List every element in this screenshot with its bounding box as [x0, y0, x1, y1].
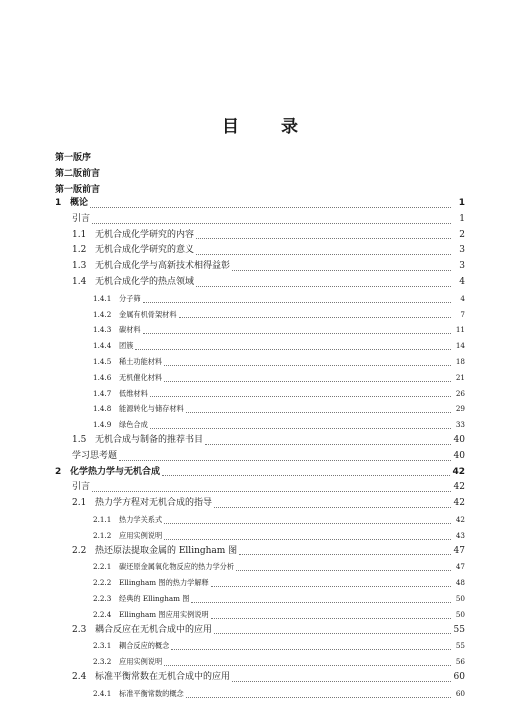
dot-leader: [90, 206, 451, 208]
toc-entry-page: 40: [453, 434, 465, 445]
toc-entry-page: 26: [455, 388, 465, 398]
preface-entry[interactable]: 第二版前言: [55, 169, 101, 179]
toc-entry-title: 耦合反应的概念: [119, 641, 170, 651]
toc-entry-number: 1.4.7: [93, 388, 112, 398]
toc-entry[interactable]: [55, 243, 465, 259]
toc-entry[interactable]: [55, 307, 465, 323]
toc-entry[interactable]: [55, 544, 465, 560]
toc-entry-title: 热力学关系式: [119, 514, 163, 524]
toc-entry-page: 60: [453, 671, 465, 682]
toc-entry-number: 2.1.2: [93, 530, 112, 540]
toc-entry-number: 2.3: [72, 624, 87, 635]
toc-entry[interactable]: [55, 623, 465, 639]
dot-leader: [196, 237, 451, 239]
toc-entry[interactable]: [55, 638, 465, 654]
preface-list: [55, 150, 100, 198]
toc-entry-page: 33: [455, 420, 465, 430]
toc-entry-number: 2.2.2: [93, 578, 112, 588]
toc-entry-title: 金属有机骨架材料: [119, 309, 177, 319]
toc-entry-page: 48: [455, 578, 465, 588]
toc-entry[interactable]: [55, 686, 465, 702]
dot-leader: [236, 569, 451, 571]
toc-entry[interactable]: [55, 607, 465, 623]
dot-leader: [232, 680, 451, 682]
toc-entry-number: 1: [55, 198, 62, 208]
toc-entry-title: 碳还原金属氧化物反应的热力学分析: [119, 562, 235, 572]
dot-leader: [205, 443, 451, 445]
toc-entry-title: 化学热力学与无机合成: [70, 466, 161, 477]
toc-entry-page: 50: [455, 593, 465, 603]
dot-leader: [171, 648, 451, 650]
dot-leader: [191, 601, 451, 603]
dot-leader: [211, 617, 451, 619]
toc-entry-page: 43: [455, 530, 465, 540]
dot-leader: [150, 427, 451, 429]
toc-entry-number: 2.2.4: [93, 609, 112, 619]
toc-entry-number: 2.4.1: [93, 688, 112, 698]
dot-leader: [164, 538, 451, 540]
toc-entry-number: 2.2.1: [93, 562, 112, 572]
toc-entry-title: Ellingham 图的热力学解释: [119, 578, 209, 588]
toc-entry[interactable]: [55, 559, 465, 575]
toc-entry-number: 1.4.3: [93, 325, 112, 335]
toc-entry-page: 11: [455, 325, 465, 335]
toc-entry-number: 1.3: [72, 261, 87, 272]
table-of-contents: [55, 196, 465, 702]
toc-entry-page: 21: [455, 372, 465, 382]
toc-entry-title: 无机合成化学研究的内容: [95, 229, 195, 240]
toc-entry-page: 47: [455, 562, 465, 572]
toc-entry-number: 2.3.1: [93, 641, 112, 651]
toc-entry-title: 无机合成化学研究的意义: [95, 245, 195, 256]
toc-entry-page: 42: [453, 482, 465, 493]
toc-entry-number: 1.4.8: [93, 404, 112, 414]
toc-entry-title: 引言: [72, 482, 91, 493]
dot-leader: [211, 585, 451, 587]
toc-entry[interactable]: [55, 575, 465, 591]
dot-leader: [92, 490, 451, 492]
toc-entry[interactable]: [55, 496, 465, 512]
dot-leader: [164, 664, 451, 666]
dot-leader: [186, 411, 451, 413]
toc-entry-page: 55: [455, 641, 465, 651]
dot-leader: [179, 316, 451, 318]
toc-entry-number: 1.4.2: [93, 309, 112, 319]
toc-entry-number: 1.4.6: [93, 372, 112, 382]
toc-entry-page: 42: [455, 514, 465, 524]
toc-entry[interactable]: [55, 417, 465, 433]
toc-entry-page: 60: [455, 688, 465, 698]
toc-entry-number: 1.1: [72, 229, 87, 240]
toc-entry-page: 56: [455, 657, 465, 667]
toc-entry-title: 经典的 Ellingham 图: [119, 593, 190, 603]
toc-entry-title: 概论: [70, 198, 89, 208]
toc-entry[interactable]: [55, 370, 465, 386]
toc-entry-title: 热力学方程对无机合成的指导: [95, 498, 213, 509]
toc-entry-page: 7: [460, 309, 465, 319]
dot-leader: [162, 474, 450, 476]
dot-leader: [239, 553, 451, 555]
toc-entry-page: 50: [455, 609, 465, 619]
toc-entry[interactable]: [55, 433, 465, 449]
toc-entry-title: 团簇: [119, 341, 134, 351]
toc-entry-page: 2: [459, 229, 465, 240]
toc-entry-title: 标准平衡常数的概念: [119, 688, 184, 698]
toc-entry[interactable]: [55, 322, 465, 338]
dot-leader: [150, 395, 451, 397]
toc-entry-page: 4: [459, 276, 465, 287]
toc-entry[interactable]: [55, 591, 465, 607]
dot-leader: [164, 380, 451, 382]
toc-entry-number: 1.4.9: [93, 420, 112, 430]
toc-entry-title: 引言: [72, 213, 91, 224]
toc-entry-page: 47: [453, 545, 465, 556]
toc-entry-number: 1.4.4: [93, 341, 112, 351]
toc-entry[interactable]: [55, 275, 465, 291]
toc-entry-page: 42: [453, 498, 465, 509]
toc-entry-number: 2.3.2: [93, 657, 112, 667]
dot-leader: [214, 632, 451, 634]
toc-entry[interactable]: [55, 401, 465, 417]
toc-entry-title: 学习思考题: [72, 450, 118, 461]
toc-entry[interactable]: [55, 512, 465, 528]
toc-entry-number: 2.1: [72, 498, 87, 509]
toc-entry-title: 热还原法提取金属的 Ellingham 图: [95, 545, 238, 556]
toc-entry-page: 29: [455, 404, 465, 414]
dot-leader: [135, 348, 451, 350]
toc-entry[interactable]: [55, 212, 465, 228]
toc-entry[interactable]: [55, 465, 465, 481]
dot-leader: [186, 696, 451, 698]
toc-entry-title: 耦合反应在无机合成中的应用: [95, 624, 213, 635]
toc-entry-title: 无机合成与制备的推荐书目: [95, 434, 204, 445]
toc-entry-title: 无机合成化学与高新技术相得益彰: [95, 261, 231, 272]
toc-entry-number: 2: [55, 466, 62, 477]
toc-entry-title: 绿色合成: [119, 420, 148, 430]
toc-entry[interactable]: [55, 480, 465, 496]
toc-entry-page: 4: [460, 293, 465, 303]
toc-entry[interactable]: [55, 196, 465, 212]
toc-entry-number: 2.2.3: [93, 593, 112, 603]
toc-entry-title: 稀土功能材料: [119, 356, 163, 366]
toc-entry-page: 40: [453, 450, 465, 461]
toc-entry[interactable]: [55, 670, 465, 686]
toc-entry-page: 55: [453, 624, 465, 635]
toc-entry-number: 2.1.1: [93, 514, 112, 524]
toc-entry-number: 2.4: [72, 671, 87, 682]
dot-leader: [143, 301, 451, 303]
toc-entry-title: 无机催化材料: [119, 372, 163, 382]
toc-entry-title: Ellingham 图应用实例说明: [119, 609, 209, 619]
toc-entry-title: 无机合成化学的热点领域: [95, 276, 195, 287]
toc-entry[interactable]: [55, 528, 465, 544]
toc-entry[interactable]: [55, 228, 465, 244]
dot-leader: [143, 332, 451, 334]
dot-leader: [164, 522, 451, 524]
preface-entry[interactable]: 第一版序: [55, 153, 92, 163]
toc-entry-title: 能源转化与储存材料: [119, 404, 184, 414]
toc-entry[interactable]: [55, 259, 465, 275]
dot-leader: [214, 506, 451, 508]
toc-entry[interactable]: [55, 354, 465, 370]
toc-entry-number: 1.2: [72, 245, 87, 256]
toc-entry[interactable]: [55, 386, 465, 402]
preface-entry[interactable]: 第一版前言: [55, 185, 101, 195]
toc-entry[interactable]: [55, 291, 465, 307]
toc-entry-title: 碳材料: [119, 325, 141, 335]
toc-entry-title: 分子筛: [119, 293, 141, 303]
toc-entry-title: 低维材料: [119, 388, 148, 398]
dot-leader: [119, 459, 451, 461]
toc-entry-page: 3: [459, 245, 465, 256]
toc-entry-number: 1.4.5: [93, 356, 112, 366]
dot-leader: [164, 364, 451, 366]
toc-entry[interactable]: [55, 654, 465, 670]
toc-entry-page: 3: [459, 261, 465, 272]
toc-entry[interactable]: [55, 338, 465, 354]
toc-entry[interactable]: [55, 449, 465, 465]
dot-leader: [92, 222, 451, 224]
toc-entry-title: 标准平衡常数在无机合成中的应用: [95, 671, 231, 682]
toc-entry-title: 应用实例说明: [119, 657, 163, 667]
toc-entry-number: 1.4.1: [93, 293, 112, 303]
dot-leader: [196, 253, 451, 255]
dot-leader: [232, 269, 451, 271]
toc-entry-title: 应用实例说明: [119, 530, 163, 540]
toc-entry-number: 1.5: [72, 434, 87, 445]
toc-entry-page: 42: [452, 466, 465, 477]
toc-entry-number: 1.4: [72, 276, 87, 287]
page-title: 目 录: [222, 117, 316, 137]
toc-entry-number: 2.2: [72, 545, 87, 556]
toc-entry-page: 1: [459, 213, 465, 224]
dot-leader: [196, 285, 451, 287]
toc-entry-page: 14: [455, 341, 465, 351]
toc-entry-page: 18: [455, 356, 465, 366]
toc-entry-page: 1: [458, 198, 465, 208]
